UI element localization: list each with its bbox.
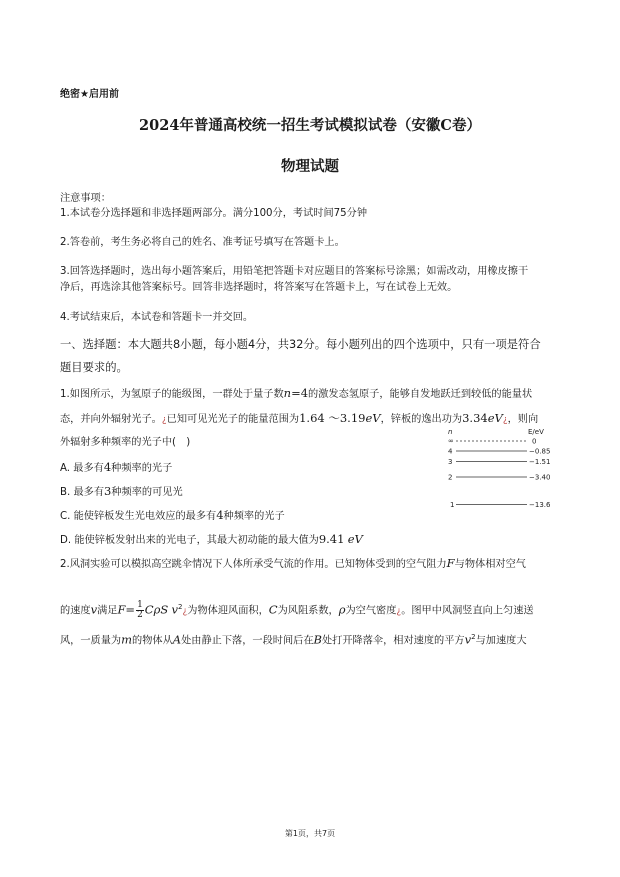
energy-level-diagram (440, 425, 560, 520)
note-item: 1.本试卷分选择题和非选择题两部分。满分100分，考试时间75分钟 (60, 208, 368, 219)
notes-heading: 注意事项： (60, 193, 111, 204)
q1-line: 态，并向外辐射光子。¿已知可见光光子的能量范围为1.64 ～3.19eV，锌板的逸出功为3.34eV¿，则向 (60, 411, 539, 425)
level-label-3: 3 (448, 458, 453, 466)
level-energy-3: −1.51 (529, 458, 551, 466)
q2-line: 风，一质量为m的物体从A处由静止下落，一段时间后在B处打开降落伞，相对速度的平方$v^2$与加速度大 (60, 632, 527, 647)
note-item: 3.回答选择题时，选出每小题答案后，用铅笔把答题卡对应题目的答案标号涂黑；如需改动，用橡皮擦干 (60, 266, 529, 277)
q1-option-b: B. 最多有3种频率的可见光 (60, 484, 183, 498)
section-heading: 一、选择题：本大题共8小题，每小题4分，共32分。每小题列出的四个选项中，只有一项是符合 (60, 338, 541, 351)
level-energy-1: −13.6 (529, 501, 551, 509)
diagram-energy-header: E/eV (528, 428, 544, 436)
level-label-inf: ∞ (448, 437, 454, 445)
section-heading-cont: 题目要求的。 (60, 361, 128, 374)
level-energy-2: −3.40 (529, 473, 551, 482)
exam-title: 2024年普通高校统一招生考试模拟试卷（安徽C卷） (139, 117, 481, 134)
q2-line: 的速度v满足F= $\frac{1}{2}$ CρS $v^2¿$为物体迎风面积，C为风阻系数，ρ为空气密度¿。图甲中风洞竖直向上匀速送 (60, 599, 534, 620)
q2-line: 2.风洞实验可以模拟高空跳伞情况下人体所承受气流的作用。已知物体受到的空气阻力F与物体相对空气 (60, 556, 526, 570)
q1-line: 1.如图所示，为氢原子的能级图，一群处于量子数n=4的激发态氢原子，能够自发地跃迁到较低的能量状 (60, 386, 533, 400)
level-label-2: 2 (448, 473, 453, 482)
level-label-4: 4 (448, 447, 453, 456)
diagram-n-header: n (448, 428, 453, 436)
exam-subtitle: 物理试题 (281, 158, 339, 175)
confidential-mark: 绝密★启用前 (60, 89, 119, 100)
q1-option-c: C. 能使锌板发生光电效应的最多有4种频率的光子 (60, 508, 285, 522)
q1-option-a: A. 最多有4种频率的光子 (60, 460, 173, 474)
level-energy-4: −0.85 (529, 447, 551, 456)
q1-option-d: D. 能使锌板发射出来的光电子，其最大初动能的最大值为9.41 eV (60, 532, 363, 546)
note-item: 2.答卷前，考生务必将自己的姓名、准考证号填写在答题卡上。 (60, 237, 345, 248)
level-energy-inf: 0 (532, 437, 537, 446)
note-item: 净后，再选涂其他答案标号。回答非选择题时，将答案写在答题卡上，写在试卷上无效。 (60, 282, 458, 293)
note-item: 4.考试结束后，本试卷和答题卡一并交回。 (60, 312, 254, 323)
page-footer: 第1页，共7页 (284, 829, 336, 838)
q1-line: 外辐射多种频率的光子中( ) (60, 437, 191, 448)
level-label-1: 1 (450, 501, 455, 509)
fraction-half: $\frac{1}{2}$ (137, 599, 143, 620)
